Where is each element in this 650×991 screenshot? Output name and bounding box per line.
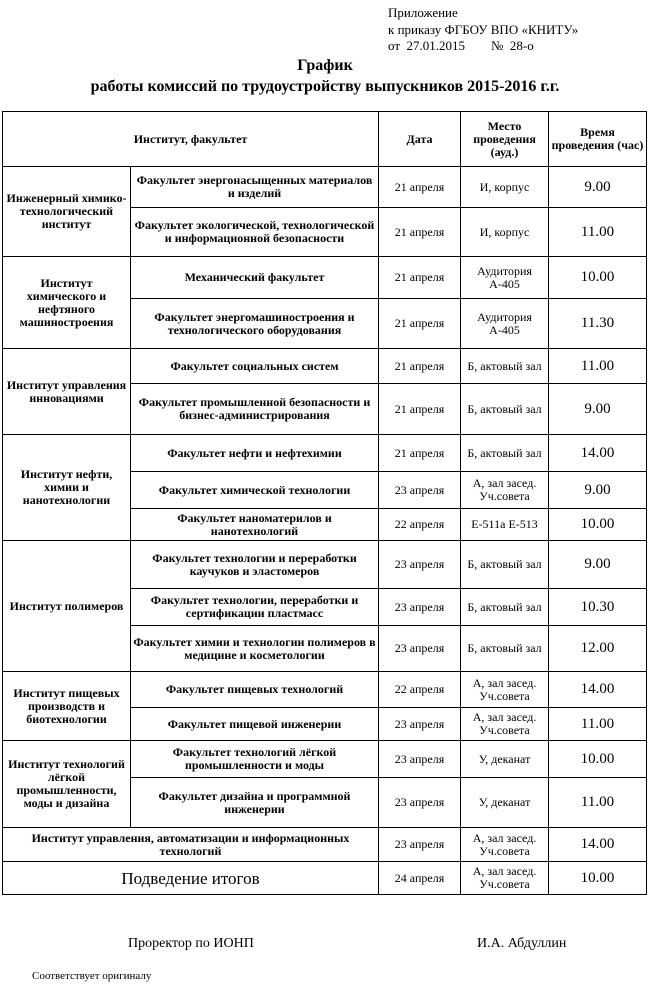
table-row xyxy=(3,541,647,589)
time-cell: 10.30 xyxy=(549,589,647,626)
faculty-cell: Факультет пищевой инженерии xyxy=(131,708,379,741)
time-cell: 11.00 xyxy=(549,349,647,384)
date-cell: 22 апреля xyxy=(379,509,461,541)
table-header-row xyxy=(3,112,647,167)
place-cell: Б, актовый зал xyxy=(461,435,549,472)
table-row xyxy=(3,672,647,708)
appendix-block xyxy=(388,5,578,55)
date-cell: 21 апреля xyxy=(379,167,461,208)
time-cell: 9.00 xyxy=(549,472,647,509)
place-cell: А, зал засед. Уч.совета xyxy=(461,708,549,741)
time-cell: 11.00 xyxy=(549,208,647,257)
place-cell: Б, актовый зал xyxy=(461,589,549,626)
place-cell: И, корпус xyxy=(461,208,549,257)
date-cell: 21 апреля xyxy=(379,384,461,435)
date-cell: 23 апреля xyxy=(379,626,461,672)
faculty-cell: Факультет наноматерилов и нанотехнологий xyxy=(131,509,379,541)
time-cell: 10.00 xyxy=(549,509,647,541)
place-cell: У, деканат xyxy=(461,741,549,778)
time-cell: 10.00 xyxy=(549,862,647,895)
faculty-cell: Факультет экологической, технологической и информационной безопасности xyxy=(131,208,379,257)
time-cell: 14.00 xyxy=(549,828,647,862)
time-cell: 14.00 xyxy=(549,435,647,472)
faculty-cell: Факультет нефти и нефтехимии xyxy=(131,435,379,472)
time-cell: 11.00 xyxy=(549,778,647,828)
date-cell: 23 апреля xyxy=(379,778,461,828)
time-cell: 9.00 xyxy=(549,384,647,435)
table-row xyxy=(3,349,647,384)
time-cell: 12.00 xyxy=(549,626,647,672)
faculty-cell: Факультет промышленной безопасности и бизнес-администрирования xyxy=(131,384,379,435)
faculty-cell: Факультет технологий лёгкой промышленности и моды xyxy=(131,741,379,778)
summary-label-cell: Подведение итогов xyxy=(3,862,379,895)
faculty-cell: Факультет пищевых технологий xyxy=(131,672,379,708)
faculty-cell: Факультет химии и технологии полимеров в медицине и косметологии xyxy=(131,626,379,672)
date-cell: 23 апреля xyxy=(379,828,461,862)
time-cell: 11.30 xyxy=(549,299,647,349)
table-row xyxy=(3,167,647,208)
place-cell: У, деканат xyxy=(461,778,549,828)
certification-note: Соответствует оригиналу xyxy=(32,970,152,982)
column-header-institute: Институт, факультет xyxy=(3,112,379,167)
column-header-time: Время проведения (час) xyxy=(549,112,647,167)
date-cell: 23 апреля xyxy=(379,541,461,589)
institute-cell: Институт управления инновациями xyxy=(3,349,131,435)
document-subtitle: работы комиссий по трудоустройству выпускников 2015-2016 г.г. xyxy=(90,78,560,95)
table-row xyxy=(3,257,647,299)
faculty-cell: Факультет энергонасыщенных материалов и изделий xyxy=(131,167,379,208)
place-cell: Е-511а Е-513 xyxy=(461,509,549,541)
institute-cell: Институт пищевых производств и биотехнологии xyxy=(3,672,131,741)
date-cell: 21 апреля xyxy=(379,299,461,349)
date-cell: 21 апреля xyxy=(379,208,461,257)
institute-cell: Инженерный химико-технологический институт xyxy=(3,167,131,257)
place-cell: А, зал засед. Уч.совета xyxy=(461,862,549,895)
time-cell: 9.00 xyxy=(549,167,647,208)
place-cell: А, зал засед. Уч.совета xyxy=(461,828,549,862)
time-cell: 14.00 xyxy=(549,672,647,708)
time-cell: 9.00 xyxy=(549,541,647,589)
institute-cell: Институт управления, автоматизации и информационных технологий xyxy=(3,828,379,862)
faculty-cell: Факультет технологии, переработки и сертификации пластмасс xyxy=(131,589,379,626)
table-row xyxy=(3,741,647,778)
place-cell: И, корпус xyxy=(461,167,549,208)
place-cell: А, зал засед. Уч.совета xyxy=(461,472,549,509)
appendix-line: к приказу ФГБОУ ВПО «КНИТУ» xyxy=(388,21,579,37)
place-cell: А, зал засед. Уч.совета xyxy=(461,672,549,708)
date-cell: 22 апреля xyxy=(379,672,461,708)
place-cell: Б, актовый зал xyxy=(461,626,549,672)
date-cell: 24 апреля xyxy=(379,862,461,895)
date-cell: 23 апреля xyxy=(379,589,461,626)
time-cell: 11.00 xyxy=(549,708,647,741)
summary-row xyxy=(3,862,647,895)
place-cell: Аудитория А-405 xyxy=(461,299,549,349)
time-cell: 10.00 xyxy=(549,257,647,299)
appendix-line: Приложение xyxy=(388,5,458,20)
faculty-cell: Механический факультет xyxy=(131,257,379,299)
institute-cell: Институт нефти, химии и нанотехнологии xyxy=(3,435,131,541)
column-header-place: Место проведения (ауд.) xyxy=(461,112,549,167)
institute-cell: Институт технологий лёгкой промышленности, моды и дизайна xyxy=(3,741,131,828)
signatory-name: И.А. Абдуллин xyxy=(477,936,567,951)
place-cell: Б, актовый зал xyxy=(461,349,549,384)
place-cell: Б, актовый зал xyxy=(461,541,549,589)
faculty-cell: Факультет химической технологии xyxy=(131,472,379,509)
place-cell: Аудитория А-405 xyxy=(461,257,549,299)
date-cell: 23 апреля xyxy=(379,472,461,509)
faculty-cell: Факультет социальных систем xyxy=(131,349,379,384)
table-row xyxy=(3,828,647,862)
appendix-line: от 27.01.2015 № 28-о xyxy=(388,38,534,53)
date-cell: 21 апреля xyxy=(379,257,461,299)
faculty-cell: Факультет технологии и переработки каучуков и эластомеров xyxy=(131,541,379,589)
date-cell: 23 апреля xyxy=(379,708,461,741)
signatory-position: Проректор по ИОНП xyxy=(128,936,254,951)
institute-cell: Институт химического и нефтяного машиностроения xyxy=(3,257,131,349)
place-cell: Б, актовый зал xyxy=(461,384,549,435)
faculty-cell: Факультет дизайна и программной инженерии xyxy=(131,778,379,828)
faculty-cell: Факультет энергомашиностроения и технологического оборудования xyxy=(131,299,379,349)
date-cell: 21 апреля xyxy=(379,435,461,472)
column-header-date: Дата xyxy=(379,112,461,167)
institute-cell: Институт полимеров xyxy=(3,541,131,672)
table-row xyxy=(3,435,647,472)
time-cell: 10.00 xyxy=(549,741,647,778)
document-title: График xyxy=(297,57,353,74)
date-cell: 21 апреля xyxy=(379,349,461,384)
date-cell: 23 апреля xyxy=(379,741,461,778)
schedule-table xyxy=(2,111,647,895)
